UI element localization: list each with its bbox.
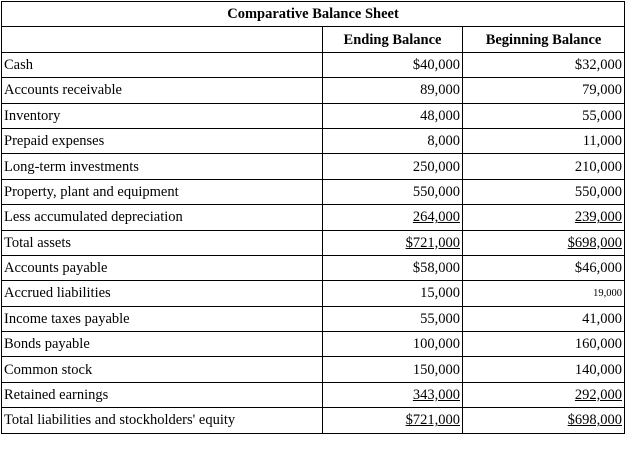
header-ending-balance: Ending Balance [323,27,463,52]
ending-value: 15,000 [323,281,463,306]
ending-value: $40,000 [323,52,463,77]
title-row [2,2,625,27]
row-income-taxes-payable [2,306,625,331]
beginning-value: 41,000 [463,306,625,331]
row-total-assets [2,230,625,255]
row-label: Cash [2,52,323,77]
row-bonds-payable [2,332,625,357]
row-label: Retained earnings [2,382,323,407]
row-label: Total assets [2,230,323,255]
ending-value: 89,000 [323,78,463,103]
ending-value: $721,000 [405,234,460,251]
beginning-value: 79,000 [463,78,625,103]
row-label: Common stock [2,357,323,382]
beginning-value: $32,000 [463,52,625,77]
header-beginning-balance: Beginning Balance [463,27,625,52]
ending-value: 550,000 [323,179,463,204]
ending-value: 55,000 [323,306,463,331]
ending-value: 100,000 [323,332,463,357]
ending-value: $58,000 [323,255,463,280]
beginning-value: $46,000 [463,255,625,280]
beginning-value: 210,000 [463,154,625,179]
beginning-value: 140,000 [463,357,625,382]
row-inventory [2,103,625,128]
ending-value: 8,000 [323,128,463,153]
sheet-title: Comparative Balance Sheet [2,2,625,27]
row-retained-earnings [2,382,625,407]
beginning-value: 55,000 [463,103,625,128]
beginning-value: 19,000 [593,288,623,300]
row-label: Accrued liabilities [2,281,323,306]
beginning-value: 550,000 [463,179,625,204]
ending-value: 250,000 [323,154,463,179]
row-accrued-liabilities [2,281,625,306]
row-label: Accounts receivable [2,78,323,103]
row-long-term-investments [2,154,625,179]
row-label: Less accumulated depreciation [2,205,323,230]
header-label [2,27,323,52]
row-prepaid-expenses [2,128,625,153]
row-accounts-receivable [2,78,625,103]
beginning-value: 239,000 [574,209,623,226]
balance-sheet-table [1,1,625,434]
row-label: Total liabilities and stockholders' equity [2,408,323,433]
beginning-value: 160,000 [463,332,625,357]
row-accounts-payable [2,255,625,280]
row-label: Property, plant and equipment [2,179,323,204]
row-common-stock [2,357,625,382]
row-label: Accounts payable [2,255,323,280]
header-row [2,27,625,52]
row-label: Long-term investments [2,154,323,179]
beginning-value: $698,000 [567,234,623,251]
ending-value: 48,000 [323,103,463,128]
beginning-value: 11,000 [463,128,625,153]
beginning-value: $698,000 [567,412,623,429]
row-cash [2,52,625,77]
ending-value: 150,000 [323,357,463,382]
row-label: Inventory [2,103,323,128]
row-total-liabilities-equity [2,408,625,433]
ending-value: $721,000 [405,412,460,429]
ending-value: 343,000 [412,387,460,404]
row-label: Bonds payable [2,332,323,357]
row-label: Prepaid expenses [2,128,323,153]
row-accumulated-depreciation [2,205,625,230]
ending-value: 264,000 [412,209,460,226]
row-property-plant-equipment [2,179,625,204]
beginning-value: 292,000 [574,387,623,404]
row-label: Income taxes payable [2,306,323,331]
